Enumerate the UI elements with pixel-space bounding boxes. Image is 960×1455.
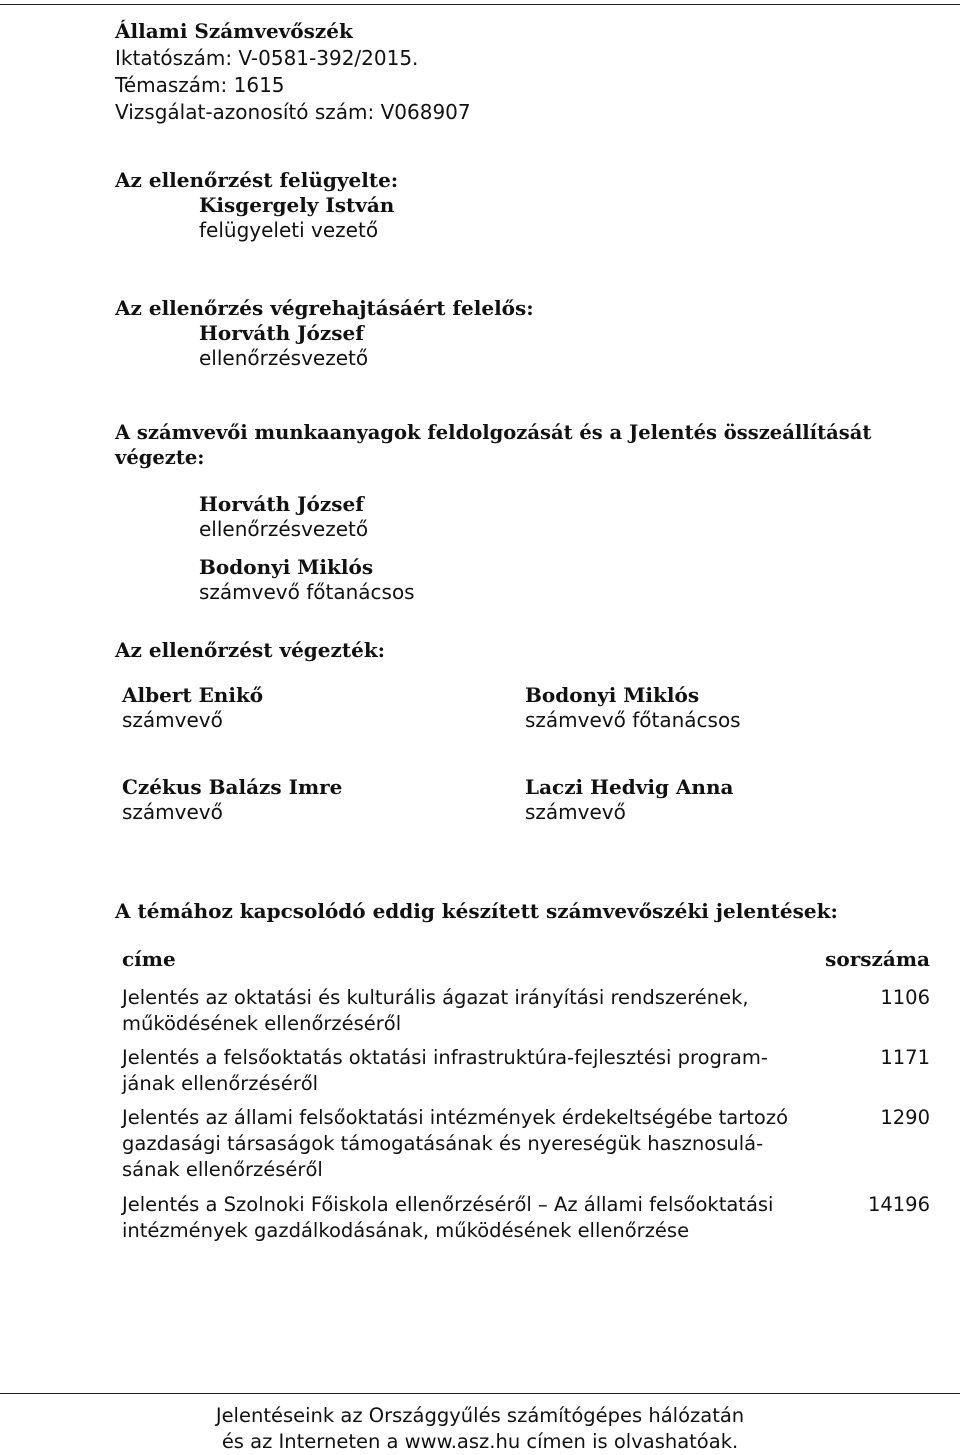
footer-line: Jelentéseink az Országgyűlés számítógépes hálózatán bbox=[215, 1404, 745, 1427]
report-title-line: gazdasági társaságok támogatásának és nyereségük hasznosulá- bbox=[122, 1132, 764, 1155]
prepared-person-name: Horváth József bbox=[199, 492, 364, 516]
responsible-name: Horváth József bbox=[199, 321, 364, 345]
auditor-name: Bodonyi Miklós bbox=[525, 683, 700, 707]
footer-note bbox=[0, 1403, 960, 1455]
auditor-role: számvevő főtanácsos bbox=[525, 708, 741, 732]
auditor-role: számvevő bbox=[122, 708, 223, 732]
topic-number: Témaszám: 1615 bbox=[115, 73, 285, 97]
supervisor-name: Kisgergely István bbox=[199, 193, 395, 217]
supervised-label: Az ellenőrzést felügyelte: bbox=[115, 168, 399, 192]
prepared-person-role: számvevő főtanácsos bbox=[199, 580, 415, 604]
report-title bbox=[122, 985, 812, 1037]
auditor-role: számvevő bbox=[122, 800, 223, 824]
report-title-line: Jelentés az oktatási és kulturális ágazat irányítási rendszerének, bbox=[122, 986, 749, 1009]
supervised-section bbox=[115, 168, 398, 243]
footer-line: és az Interneten a www.asz.hu címen is olvashatóak. bbox=[221, 1430, 739, 1453]
report-title bbox=[122, 1192, 812, 1244]
prepared-label-line1: A számvevői munkaanyagok feldolgozását és a Jelentés összeállítását bbox=[115, 421, 872, 444]
report-number: 1106 bbox=[880, 986, 930, 1009]
report-title bbox=[122, 1105, 812, 1183]
auditor bbox=[122, 683, 263, 733]
prepared-person bbox=[199, 555, 415, 605]
auditor bbox=[525, 775, 733, 825]
prepared-person-role: ellenőrzésvezető bbox=[199, 517, 369, 541]
report-title-line: Jelentés a felsőoktatás oktatási infrastruktúra-fejlesztési program- bbox=[122, 1046, 768, 1069]
report-title-line: sának ellenőrzéséről bbox=[122, 1158, 323, 1181]
report-number: 1171 bbox=[880, 1046, 930, 1069]
top-rule bbox=[0, 4, 960, 5]
reports-heading: A témához kapcsolódó eddig készített számvevőszéki jelentések: bbox=[115, 899, 838, 923]
reports-column-title: címe bbox=[122, 947, 176, 971]
audit-id: Vizsgálat-azonosító szám: V068907 bbox=[115, 100, 471, 124]
auditors-label: Az ellenőrzést végezték: bbox=[115, 638, 386, 662]
prepared-section bbox=[115, 420, 871, 470]
auditor-name: Albert Enikő bbox=[122, 683, 264, 707]
prepared-person-name: Bodonyi Miklós bbox=[199, 555, 374, 579]
report-row bbox=[122, 1045, 930, 1097]
prepared-label-line2: végezte: bbox=[115, 446, 205, 469]
report-title bbox=[122, 1045, 812, 1097]
report-number: 14196 bbox=[867, 1193, 930, 1216]
report-number: 1290 bbox=[880, 1106, 930, 1129]
responsible-section bbox=[115, 296, 534, 371]
prepared-person bbox=[199, 492, 368, 542]
report-title-line: intézmények gazdálkodásának, működésének ellenőrzése bbox=[122, 1219, 690, 1242]
filing-number: Iktatószám: V-0581-392/2015. bbox=[115, 46, 419, 70]
report-title-line: Jelentés a Szolnoki Főiskola ellenőrzéséről – Az állami felsőoktatási bbox=[122, 1193, 774, 1216]
responsible-role: ellenőrzésvezető bbox=[199, 346, 369, 370]
supervisor-role: felügyeleti vezető bbox=[199, 218, 379, 242]
auditor-name: Laczi Hedvig Anna bbox=[525, 775, 734, 799]
report-title-line: jának ellenőrzéséről bbox=[122, 1072, 319, 1095]
report-title-line: Jelentés az állami felsőoktatási intézmények érdekeltségébe tartozó bbox=[122, 1106, 789, 1129]
report-row bbox=[122, 1105, 930, 1183]
footer-rule bbox=[0, 1393, 960, 1394]
report-title-line: működésének ellenőrzéséről bbox=[122, 1012, 402, 1035]
auditor-name: Czékus Balázs Imre bbox=[122, 775, 343, 799]
auditor bbox=[122, 775, 342, 825]
reports-column-number: sorszáma bbox=[825, 947, 930, 971]
auditor bbox=[525, 683, 741, 733]
document-header bbox=[115, 18, 471, 126]
organization-name: Állami Számvevőszék bbox=[115, 19, 353, 43]
report-row bbox=[122, 985, 930, 1037]
responsible-label: Az ellenőrzés végrehajtásáért felelős: bbox=[115, 296, 534, 320]
auditor-role: számvevő bbox=[525, 800, 626, 824]
report-row bbox=[122, 1192, 930, 1244]
